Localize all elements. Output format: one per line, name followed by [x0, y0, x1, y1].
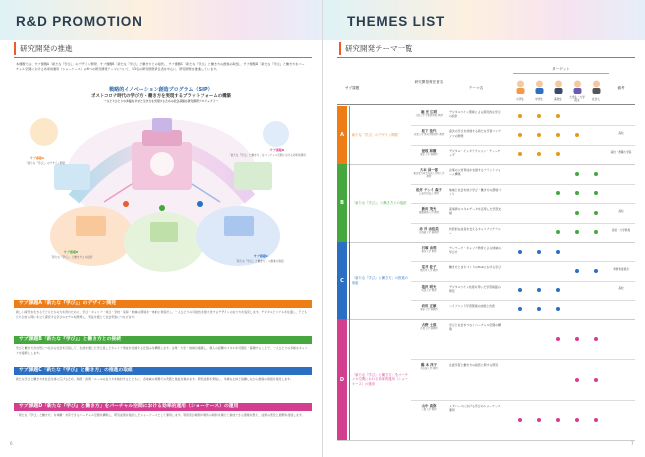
researcher-name: 松下 佳代: [421, 129, 437, 134]
label-sub-c: サブ課題C: [253, 254, 269, 258]
researcher-name: 岩田 正雄: [421, 303, 437, 308]
target-dot: [556, 133, 560, 137]
band-letter-c: C: [337, 242, 347, 319]
row-divider: [411, 203, 635, 204]
band-title: 「新たな『学び』と働き方」をパーチャル空間における効率的運用（ショーケース）の運用: [349, 319, 409, 440]
researcher-affiliation: 大阪大学 学術研究院 教授: [415, 114, 443, 117]
researcher-cell: [413, 148, 445, 156]
researcher-name: 塩沢 明夫: [421, 284, 437, 289]
row-divider: [411, 359, 635, 360]
target-dot: [518, 418, 522, 422]
left-page-number: 6: [10, 441, 13, 446]
target-dot: [594, 191, 598, 195]
target-dot: [575, 418, 579, 422]
target-dot: [594, 418, 598, 422]
researcher-cell: [413, 187, 445, 195]
caption-sub-b: 「新たな『学び』」と働き方との接続: [49, 256, 93, 259]
label-sub-b: サブ課題B: [63, 250, 79, 254]
row-divider: [411, 261, 635, 262]
target-dot: [594, 378, 598, 382]
caption-sub-a: 「新たな『学び』」のデザイン開発: [24, 162, 66, 165]
building-left: [54, 164, 90, 190]
researcher-affiliation: 北海道大学 准教授: [419, 230, 439, 234]
intro-paragraph: 本課題では、サブ課題A「新たな『学び』」のデザイン開発、サブ課題B「新たな『学び』と働き方との接続」、サブ課題C「新たな『学び』と働き方の推進の取組」、サブ課題D「新たな『学び』と働き方をパーチャル空間における効率的運用（ショーケース）の6つの研究開発テーマについて、13名の研究開発責任者を中心に、研究開発を推進しています。: [16, 62, 305, 71]
target-dot: [575, 269, 579, 273]
researcher-name: 古野 土郎: [421, 323, 437, 327]
researcher-cell: [413, 226, 445, 234]
working-adult-icon: [591, 80, 602, 94]
elementary-student-icon: [515, 80, 526, 94]
sub-d-bar: サブ課題D「新たな『学び』と働き方」をパーチャル空間における効率的運用（ショーケース）の運用: [14, 403, 312, 411]
researcher-affiliation: 東京都立産業技術大学院大学 教授: [413, 172, 445, 178]
target-dot: [575, 133, 579, 137]
target-dot: [594, 211, 598, 215]
target-dot: [594, 337, 598, 341]
remark-cell: 高校: [618, 287, 624, 291]
target-dot: [594, 172, 598, 176]
researcher-affiliation: 大阪大学 教授: [421, 407, 437, 411]
col-sub: サブ課題: [344, 86, 360, 90]
theme-name: 学びと社会をつなぐバーチャル空間の構築: [449, 323, 501, 332]
target-dot: [575, 230, 579, 234]
researcher-name: 山中 真弥: [421, 403, 437, 408]
caption-sub-d: 「新たな『学び』と働き方」をパーチャル空間における効率的運用: [228, 154, 306, 157]
target-dot: [537, 288, 541, 292]
target-dot: [575, 172, 579, 176]
theme-name: デジタル・インタラクション・ティーチング: [449, 148, 501, 157]
left-header-title: R&D PROMOTION: [16, 14, 143, 29]
theme-name: 産業界のスキルデータを活用した学習支援: [449, 207, 502, 216]
building-right: [234, 162, 272, 190]
theme-name: 生涯学習と働き方の接続に関する研究: [449, 363, 499, 368]
researcher-name: 橋 本 洋子: [421, 363, 437, 368]
diagram-title: 戦略的イノベーション創造プログラム（SIP）: [109, 87, 213, 93]
theme-name: ハイブリッド学習環境の評価と改善: [449, 303, 495, 308]
theme-name: 働き方とまちづくりのHubにおける学び: [449, 265, 502, 270]
band-title: 「新たな『学び』」と働き方との接続: [349, 164, 409, 242]
remark-cell: 高校: [618, 209, 624, 213]
researcher-affiliation: 順天堂大学 教授: [420, 269, 438, 273]
target-dot: [518, 114, 522, 118]
target-dot: [537, 114, 541, 118]
col-remarks: 備考: [617, 86, 625, 90]
researcher-affiliation: 東京大学 准教授: [420, 152, 438, 156]
target-dot: [556, 152, 560, 156]
remark-cell: 高校: [618, 132, 624, 135]
right-section-title: 研究開発テーマ一覧: [339, 42, 413, 55]
label-sub-d: サブ課題D: [269, 148, 285, 152]
right-header-title: THEMES LIST: [347, 14, 446, 29]
row-divider: [411, 300, 635, 301]
theme-name: 地域と社会を結ぶ学び・働き方の環境づくり: [449, 187, 502, 196]
target-dot: [556, 250, 560, 254]
researcher-cell: [413, 303, 445, 311]
label-sub-a: サブ課題A: [29, 156, 45, 160]
right-page: [323, 0, 645, 457]
target-label: 中学生: [535, 98, 543, 101]
sub-a-text: 新しい時代を生きる子どもたちの力を育むために、学び・キャリア・遊び・学校・家庭・地域の環境を一体的に再設計し、一人ひとりの可能性を最大化するデザインの在り方を追究します。デジタルとリアルを往還し、子どもたちが自ら問いを立て探究する学びのモデルを開発し、実証を通じて社会実装につなげます。: [16, 310, 308, 319]
target-dot: [518, 307, 522, 311]
target-dot: [556, 114, 560, 118]
researcher-name: 松井 テンイ 森子: [416, 187, 442, 192]
right-header-banner: [323, 0, 645, 40]
right-section-rule: [337, 57, 635, 58]
researcher-name: 登坂 和樹: [421, 148, 437, 153]
remark-cell: 県教育委員会: [613, 267, 629, 271]
target-label: 高校生: [554, 98, 562, 101]
target-dot: [575, 211, 579, 215]
researcher-affiliation: 東京大学 准教授: [420, 307, 438, 311]
band-divider: [337, 440, 635, 441]
band-letter-b: B: [337, 164, 347, 242]
high-school-student-icon: [553, 80, 564, 94]
row-divider: [411, 281, 635, 282]
researcher-name: 大本 昌一郎: [419, 168, 439, 172]
diagram-caption: 〜ひとりひとりの多様な幸せと生き方を実現するための社会基盤を研究開発プロジェクト〜: [103, 99, 219, 103]
sub-b-bar: サブ課題B「新たな『学び』」と働き方との接続: [14, 336, 312, 344]
row-divider: [411, 184, 635, 185]
band-title: 新たな「学び」のデザイン開発: [349, 106, 409, 164]
target-label: 小学生: [516, 98, 524, 101]
researcher-affiliation: 筑波大学 教授: [421, 288, 437, 292]
target-dot: [594, 269, 598, 273]
band-letter-d: D: [337, 319, 347, 440]
target-dot: [518, 152, 522, 156]
target-dot: [537, 307, 541, 311]
target-dot: [556, 307, 560, 311]
target-dot: [518, 250, 522, 254]
target-dot: [518, 133, 522, 137]
researcher-affiliation: 京都大学 准教授: [420, 327, 438, 330]
target-dot: [556, 230, 560, 234]
sub-d-text: 「新たな『学び』と働き方」を体験・共有できるバーチャル空間を構築し、研究成果を集約したショーケースとして運用します。利用者が時間や場所の制約を越えて参加できる環境を整え、成果の普及と展開を加速します。: [16, 413, 305, 417]
sub-c-text: 新たな学びと働き方を社会全体に広げるため、制度・政策・ルールの在り方を検討するとともに、各地域の現場での実践と検証を進めます。研究成果を発信し、多様な主体と協働しながら推進の取組を強化します。: [16, 377, 293, 381]
researcher-affiliation: 名古屋大学 教授: [420, 367, 438, 371]
target-dot: [518, 288, 522, 292]
researcher-affiliation: 公益社団法人 教授: [419, 191, 439, 195]
target-dot: [556, 418, 560, 422]
row-divider: [411, 223, 635, 224]
people-group-b: [263, 121, 289, 147]
researcher-cell: [413, 109, 445, 117]
researcher-cell: [413, 128, 445, 136]
researcher-name: 室井 佐子: [421, 265, 437, 270]
left-header-banner: [0, 0, 322, 40]
target-dot: [556, 288, 560, 292]
diagram-subtitle: ポストコロナ時代の学び方・働き方を実現するプラットフォームの構築: [91, 94, 231, 99]
target-rule: [513, 73, 609, 74]
researcher-affiliation: 京都大学 教育学研究科 教授: [413, 133, 445, 137]
left-page: [0, 0, 322, 457]
theme-name: デジタルツイン環境による探究的な学びの設計: [449, 110, 501, 119]
researcher-affiliation: 慶應義塾大学 教授: [419, 211, 439, 214]
col-target: ターゲット: [552, 67, 570, 71]
researcher-cell: [413, 284, 445, 292]
researcher-cell: [413, 264, 445, 272]
row-divider: [411, 145, 635, 146]
target-dot: [594, 230, 598, 234]
caption-sub-c: 「新たな『学び』と働き方」の推進の取組: [234, 260, 284, 263]
theme-name: 企業の人材育成を支援するプラットフォーム構築: [449, 168, 501, 177]
target-dot: [537, 133, 541, 137]
col-lead: 研究開発責任者名: [414, 80, 444, 84]
target-dot: [537, 418, 541, 422]
left-section-title: 研究開発の推進: [14, 42, 73, 55]
researcher-name: 石塚 由利: [421, 246, 437, 250]
target-dot: [556, 337, 560, 341]
remark-cell: 高校・教職大学院: [610, 151, 632, 155]
theme-name: テレワーク・キャリア教育による地域の学び方: [449, 246, 501, 255]
band-title: 「新たな『学び』と働き方」の推進の取組: [349, 242, 409, 319]
university-student-icon: [572, 80, 583, 94]
researcher-cell: [413, 206, 445, 214]
target-dot: [556, 191, 560, 195]
col-theme: テーマ名: [468, 86, 484, 90]
sub-b-text: 学びと働き方が自然につながる社会を目指して、生涯を通じた学び直しとキャリア形成を支援する仕組みを構築します。企業・大学・地域が連携し、個人の経験やスキルを可視化・蓄積することで、一人ひとりの多様なキャリアを後押しします。: [16, 346, 308, 355]
row-divider: [411, 400, 635, 401]
junior-high-student-icon: [534, 80, 545, 94]
left-section-rule: [14, 57, 312, 58]
sub-a-bar: サブ課題A「新たな『学び』」のデザイン開発: [14, 300, 312, 308]
researcher-cell: [413, 167, 445, 178]
target-label: 大学生・大学院生: [569, 96, 585, 102]
researcher-affiliation: 東京大学 教授: [421, 250, 437, 253]
researcher-name: 新田 茂夫: [421, 207, 437, 211]
target-dot: [537, 250, 541, 254]
right-page-number: 7: [631, 441, 634, 446]
theme-name: 高次の学びを評価する新たな学習コンテンツの開発: [449, 129, 502, 138]
researcher-cell: [413, 245, 445, 253]
row-divider: [411, 125, 635, 126]
target-dot: [575, 191, 579, 195]
researcher-cell: [413, 362, 445, 370]
researcher-name: 堀 光 広明: [421, 110, 437, 114]
researcher-cell: [413, 403, 445, 411]
header-rule: [337, 104, 635, 105]
theme-name: 持続的な成長を支えるキャリアリテラシー: [449, 226, 501, 235]
target-dot: [537, 152, 541, 156]
theme-name: デジタルツイン技術を用いた学習基盤の研究: [449, 284, 501, 293]
band-letter-a: A: [337, 106, 347, 164]
researcher-name: 赤 井 由佳美: [419, 226, 439, 231]
theme-name: メタバースにおける学びのショーケース運用: [449, 403, 501, 412]
target-dot: [575, 337, 579, 341]
people-group-a: [30, 118, 58, 146]
researcher-cell: [413, 322, 445, 330]
target-dot: [575, 378, 579, 382]
target-label: 社会人: [592, 98, 600, 101]
sub-c-bar: サブ課題C「新たな『学び』と働き方」の推進の取組: [14, 367, 312, 375]
remark-cell: 高校・大学教員: [611, 229, 631, 233]
